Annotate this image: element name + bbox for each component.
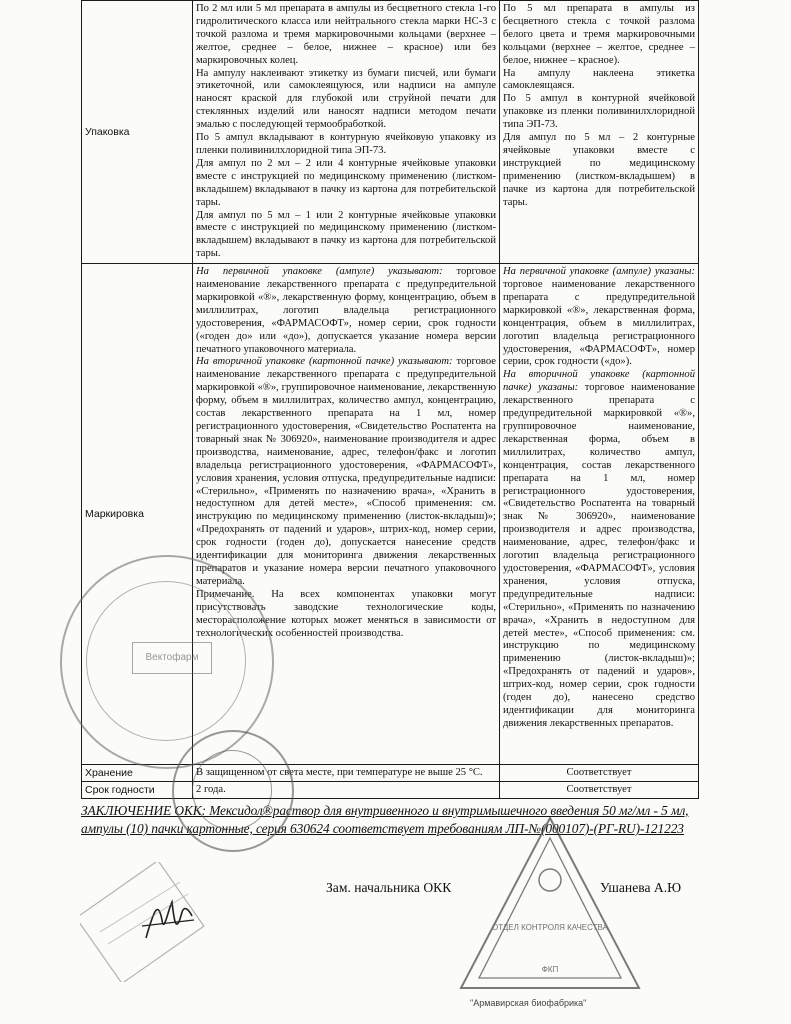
seal-stamp-icon xyxy=(172,730,294,852)
packaging-result-para-3: По 5 ампул в контурной ячейковой упаковке из пленки поливинилхлоридной типа ЭП-73. xyxy=(503,93,695,131)
row-label-shelf-life: Срок годности xyxy=(82,782,193,799)
labeling-result-secondary-body: торговое наименование лекарственного препарата с предупредительной маркировкой «®», группировочное наименование, лекарственная форма, объем в миллилитрах, количество ампул, концентрация, состав лекарственного препарата на 1 мл, номер регистрационного удостоверения, «Свидетельство Роспатента на товарный знак № 306920», наименование производителя и адрес производства, наименование, адрес, телефон/факс и логотип владельца регистрационного удостоверения, «ФАРМАСОФТ», условия хранения, условия отпуска, предупредительные надписи: «Стерильно», «Применять по назначению врача», «Хранить в недоступном для детей месте», «Способ применения: см. инструкцию по медицинскому применению (листок-вкладыш)»; «Предохранять от падений и ударов», штрих-код, номер серии, срок годности (годен до), нанесено средство идентификации для мониторинга движения лекарственных препаратов. xyxy=(503,382,695,729)
packaging-spec-para-3: По 5 ампул вкладывают в контурную ячейковую упаковку из пленки поливинилхлоридной типа ЭП-73. xyxy=(196,132,496,156)
labeling-spec-primary-head: На первичной упаковке (ампуле) указывают: xyxy=(196,266,443,278)
storage-result-cell: Соответствует xyxy=(500,765,699,782)
conclusion-text: ЗАКЛЮЧЕНИЕ ОКК: Мексидол®раствор для внутривенного и внутримышечного введения 50 мг/мл - 5 мл, ампулы (10) пачки картонные, серия 630624 соответствует требованиям ЛП-№(000107)-(РГ-RU)-121223 xyxy=(81,803,689,836)
labeling-spec-secondary-body: торговое наименование лекарственного препарата с предупредительной маркировкой «®», группировочное наименование, лекарственную форму, объем в миллилитрах, количество ампул, концентрацию, состав лекарственного препарата на 1 мл, номер регистрационного удостоверения, «Свидетельство Роспатента на товарный знак № 306920», наименование производителя и адрес производства, наименование, адрес, телефон/факс и логотип владельца регистрационного удостоверения, «ФАРМАСОФТ», условия хранения, условия отпуска, предупредительные надписи: «Стерильно», «Применять по назначению врача», «Хранить в недоступном для детей месте», «Способ применения: см. инструкцию по медицинскому применению (листок-вкладыш)»; «Предохранять от падений и ударов», штрих-код, номер серии, срок годности (годен до), допускается нанесение средств идентификации для мониторинга движения лекарственных препаратов и указание номера версии печатного упаковочного материала. xyxy=(196,356,496,587)
labeling-result-primary-body: торговое наименование лекарственного препарата с предупредительной маркировкой «®», лекарственная форма, концентрация, объем в миллилитрах, логотип владельца регистрационного удостоверения, «ФАРМАСОФТ», номер серии, срок годности («до»). xyxy=(503,279,695,368)
shelf-life-result-cell: Соответствует xyxy=(500,782,699,799)
packaging-spec-para-2: На ампулу наклеивают этикетку из бумаги писчей, или бумаги этикеточной, или самоклеящуюся, или надписи на ампуле наносят краской для глубокой или струйной печати для стеклянных изделий или наносят надписи методом печати эмалью с последующей термообработкой. xyxy=(196,67,496,131)
labeling-result-primary-head: На первичной упаковке (ампуле) указаны: xyxy=(503,266,695,278)
round-stamp-box: Вектофарм xyxy=(132,642,212,674)
labeling-spec-secondary-head: На вторичной упаковке (картонной пачке) указывают: xyxy=(196,356,453,368)
labeling-result-primary xyxy=(503,266,695,369)
qc-stamp-caption: "Армавирская биофабрика" xyxy=(470,998,587,1008)
labeling-spec-primary-body: торговое наименование лекарственного препарата с предупредительной маркировкой «®», лекарственную форму, концентрацию, объем в миллилитрах, логотип владельца регистрационного удостоверения, «ФАРМАСОФТ», номер серии, срок годности («годен до» или «до»), допускается указание номера версии печатного упаковочного материала. xyxy=(196,266,496,355)
shelf-life-spec-cell: 2 года. xyxy=(193,782,500,799)
row-label-labeling: Маркировка xyxy=(82,264,193,765)
qc-stamp-org-text: ФКП xyxy=(541,965,559,974)
packaging-result-para-1: По 5 мл препарата в ампулы из бесцветного стекла с точкой разлома белого цвета и тремя маркировочными кольцами (верхнее – желтое, среднее – белое, нижнее – красное). xyxy=(503,3,695,66)
seal-stamp-inner-ring xyxy=(192,750,272,830)
packaging-spec-para-1: По 2 мл или 5 мл препарата в ампулы из бесцветного стекла 1-го гидролитического класса или нейтрального стекла марки НС-3 с точкой разлома и тремя маркировочными кольцами (верхнее – желтое, среднее – белое, нижнее – красное) или без маркировочных колец. xyxy=(196,3,496,66)
labeling-spec-note: Примечание. На всех компонентах упаковки могут присутствовать заводские технологические коды, месторасположение которых может меняться в зависимости от технологических особенностей производства. xyxy=(196,588,496,639)
labeling-result-cell xyxy=(500,264,699,765)
labeling-result-secondary xyxy=(503,369,695,730)
signatory-position: Зам. начальника ОКК xyxy=(326,880,452,895)
faded-side-stamp-icon xyxy=(80,862,210,982)
labeling-spec-secondary xyxy=(196,356,496,588)
packaging-result-cell xyxy=(500,1,699,264)
row-label-packaging: Упаковка xyxy=(82,1,193,264)
packaging-result-para-4: Для ампул по 5 мл – 2 контурные ячейковые упаковки вместе с инструкцией по медицинскому применению (листком-вкладышем) в пачке из картона для потребительской тары. xyxy=(503,132,695,208)
qc-stamp-dept-text: ОТДЕЛ КОНТРОЛЯ КАЧЕСТВА xyxy=(492,923,608,932)
packaging-result-para-2: На ампулу наклеена этикетка самоклеящаяся. xyxy=(503,67,695,92)
row-label-storage: Хранение xyxy=(82,765,193,782)
signatory-name: Ушанева А.Ю xyxy=(600,880,682,895)
packaging-spec-cell xyxy=(193,1,500,264)
labeling-spec-primary xyxy=(196,266,496,356)
quality-control-stamp-icon xyxy=(455,812,645,1002)
packaging-spec-para-5: Для ампул по 5 мл – 1 или 2 контурные ячейковые упаковки вместе с инструкцией по медицинскому применению (листком-вкладышем) вкладывают в пачку из картона для потребительской тары. xyxy=(196,209,496,260)
table-row-packaging xyxy=(82,1,699,264)
packaging-spec-para-4: Для ампул по 2 мл – 2 или 4 контурные ячейковые упаковки вместе с инструкцией по медицинскому применению (листком-вкладышем) вкладывают в пачку из картона для потребительской тары. xyxy=(196,157,496,208)
storage-spec-cell: В защищенном от света месте, при температуре не выше 25 °С. xyxy=(193,765,500,782)
labeling-result-secondary-head: На вторичной упаковке (картонной пачке) указаны: xyxy=(503,369,695,394)
